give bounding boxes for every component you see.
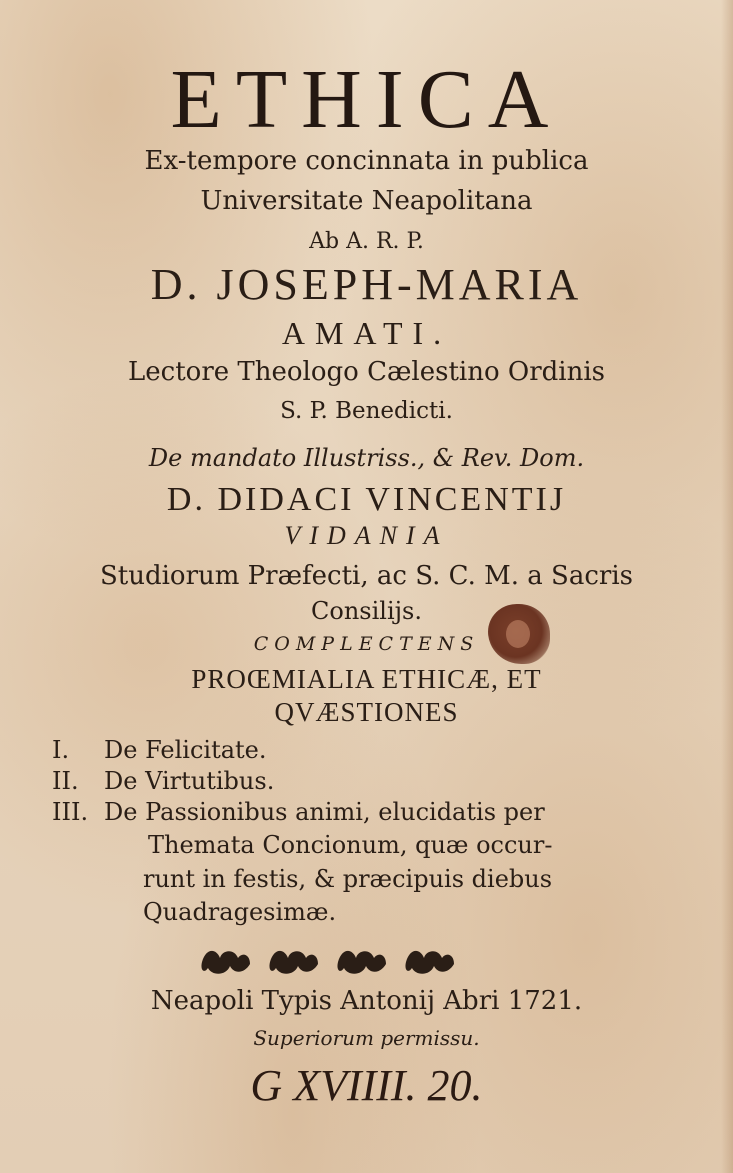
list-item-continuation: Quadragesimæ. xyxy=(143,898,337,926)
subtitle-line-1: Ex-tempore concinnata in publica xyxy=(144,146,589,176)
list-item-number: III. xyxy=(52,798,89,826)
list-item-continuation: runt in festis, & præcipuis diebus xyxy=(143,865,553,893)
list-item-continuation: Themata Concionum, quæ occur- xyxy=(148,831,553,859)
author-title-line-2: S. P. Benedicti. xyxy=(280,398,453,424)
list-item-text: De Felicitate. xyxy=(104,736,267,764)
list-item xyxy=(52,738,267,762)
author-title-line-1: Lectore Theologo Cælestino Ordinis xyxy=(128,357,605,387)
contents-heading-1: PROŒMIALIA ETHICÆ, ET xyxy=(191,664,542,694)
complectens-line: COMPLECTENS xyxy=(253,633,480,655)
list-item xyxy=(52,800,545,824)
imprint-line: Neapoli Typis Antonij Abri 1721. xyxy=(150,986,583,1016)
mandate-line: De mandato Illustriss., & Rev. Dom. xyxy=(148,444,585,472)
patron-title-line-2: Consilijs. xyxy=(311,597,422,625)
author-prefix: Ab A. R. P. xyxy=(309,229,424,254)
permission-line: Superiorum permissu. xyxy=(253,1026,480,1050)
subtitle-line-2: Universitate Neapolitana xyxy=(200,186,533,216)
list-item-text: De Virtutibus. xyxy=(104,767,275,795)
list-item-number: I. xyxy=(52,736,70,764)
author-surname: AMATI. xyxy=(281,315,452,351)
page-edge xyxy=(721,0,733,1173)
author-name: D. JOSEPH-MARIA xyxy=(150,260,583,309)
patron-title-line-1: Studiorum Præfecti, ac S. C. M. a Sacris xyxy=(99,561,634,591)
book-title: ETHICA xyxy=(170,53,563,146)
list-item-text: De Passionibus animi, elucidatis per xyxy=(104,798,545,826)
patron-name: D. DIDACI VINCENTIJ xyxy=(166,481,567,518)
list-item-number: II. xyxy=(52,767,79,795)
contents-heading-2: QVÆSTIONES xyxy=(274,697,459,727)
ink-blot xyxy=(488,604,550,664)
fleuron-ornament-icon xyxy=(0,944,733,980)
list-item xyxy=(52,769,274,793)
shelfmark: G XVIIII. 20. xyxy=(250,1061,483,1110)
patron-surname: VIDANIA xyxy=(284,521,449,550)
